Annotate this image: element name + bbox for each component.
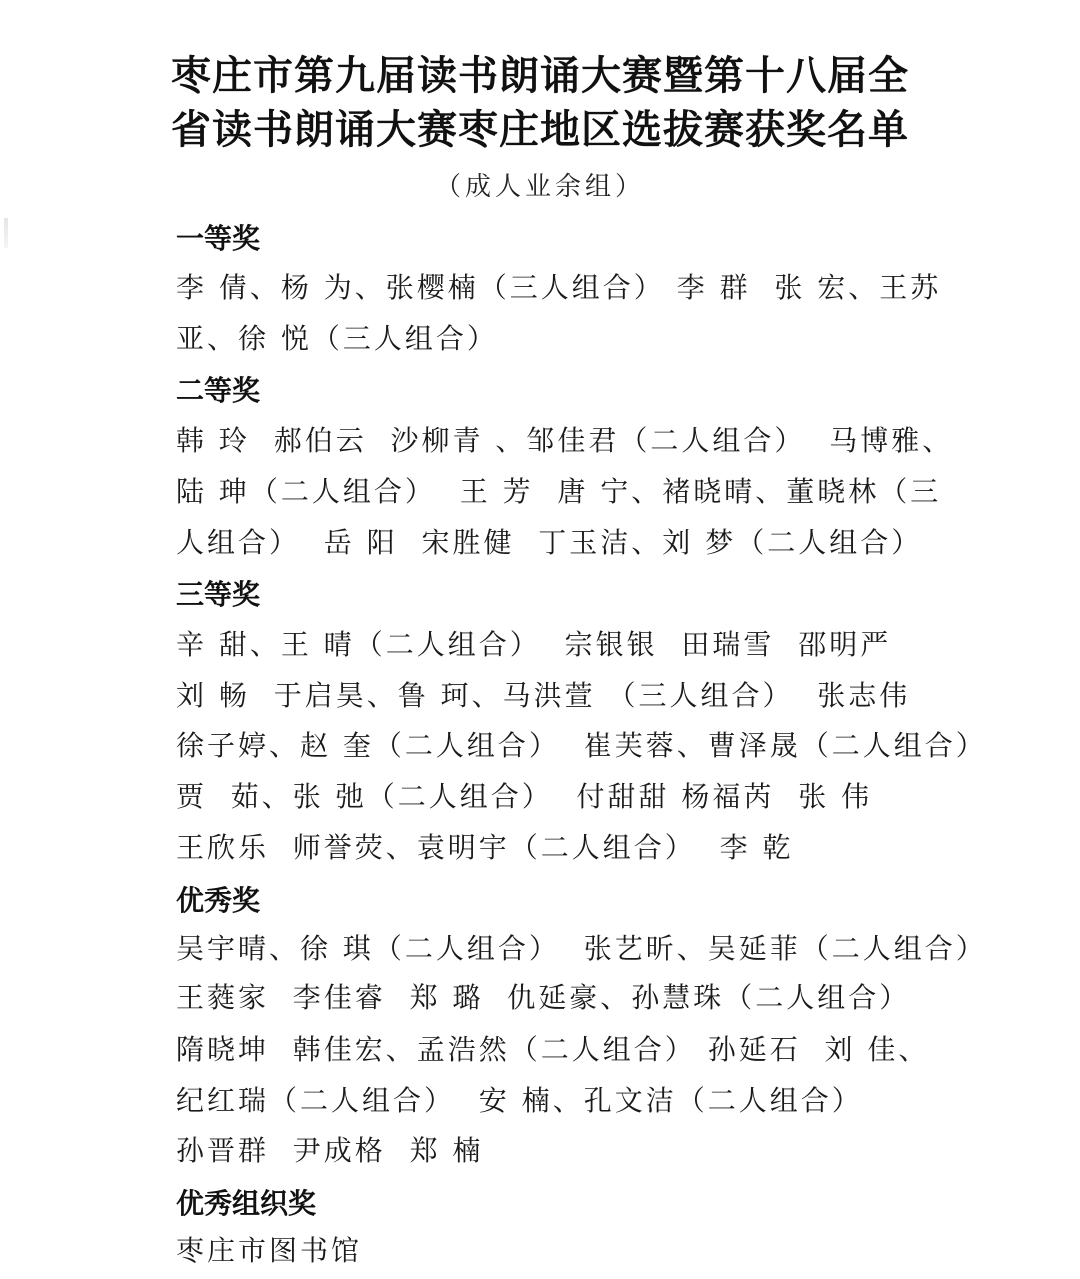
document-title-line-1: 枣庄市第九届读书朗诵大赛暨第十八届全 [171, 53, 909, 99]
organization-award-heading: 优秀组织奖 [176, 1187, 317, 1220]
second-prize-line: 人组合） 岳 阳 宋胜健 丁玉洁、刘 梦（二人组合） [176, 526, 923, 559]
excellence-prize-line: 孙晋群 尹成格 郑 楠 [176, 1134, 484, 1167]
organization-award-line: 枣庄市图书馆 [176, 1234, 363, 1267]
third-prize-line: 贾 茹、张 弛（二人组合） 付甜甜 杨福芮 张 伟 [176, 780, 873, 813]
first-prize-heading: 一等奖 [176, 222, 261, 255]
third-prize-heading: 三等奖 [176, 578, 261, 611]
group-subtitle: （成人业余组） [434, 172, 645, 202]
scan-edge-mark [4, 218, 8, 248]
first-prize-line: 亚、徐 悦（三人组合） [176, 322, 498, 355]
excellence-prize-line: 王蕤家 李佳睿 郑 璐 仇延豪、孙慧珠（二人组合） [176, 981, 911, 1014]
third-prize-line: 徐子婷、赵 奎（二人组合） 崔芙蓉、曹泽晟（二人组合） [176, 729, 987, 762]
excellence-prize-line: 隋晓坤 韩佳宏、孟浩然（二人组合） 孙延石 刘 佳、 [176, 1033, 930, 1066]
excellence-prize-line: 吴宇晴、徐 琪（二人组合） 张艺昕、吴延菲（二人组合） [176, 932, 987, 965]
first-prize-line: 李 倩、杨 为、张樱楠（三人组合） 李 群 张 宏、王苏 [176, 271, 942, 304]
third-prize-line: 王欣乐 师誉荧、袁明宇（二人组合） 李 乾 [176, 831, 794, 864]
third-prize-line: 刘 畅 于启昊、鲁 珂、马洪萱 （三人组合） 张志伟 [176, 679, 911, 712]
excellence-prize-heading: 优秀奖 [176, 884, 261, 917]
excellence-prize-line: 纪红瑞（二人组合） 安 楠、孔文洁（二人组合） [176, 1084, 863, 1117]
third-prize-line: 辛 甜、王 晴（二人组合） 宗银银 田瑞雪 邵明严 [176, 628, 892, 661]
document-title-line-2: 省读书朗诵大赛枣庄地区选拔赛获奖名单 [171, 107, 909, 153]
second-prize-line: 韩 玲 郝伯云 沙柳青 、邹佳君（二人组合） 马博雅、 [176, 424, 954, 457]
second-prize-line: 陆 珅（二人组合） 王 芳 唐 宁、褚晓晴、董晓林（三 [176, 475, 942, 508]
second-prize-heading: 二等奖 [176, 374, 261, 407]
